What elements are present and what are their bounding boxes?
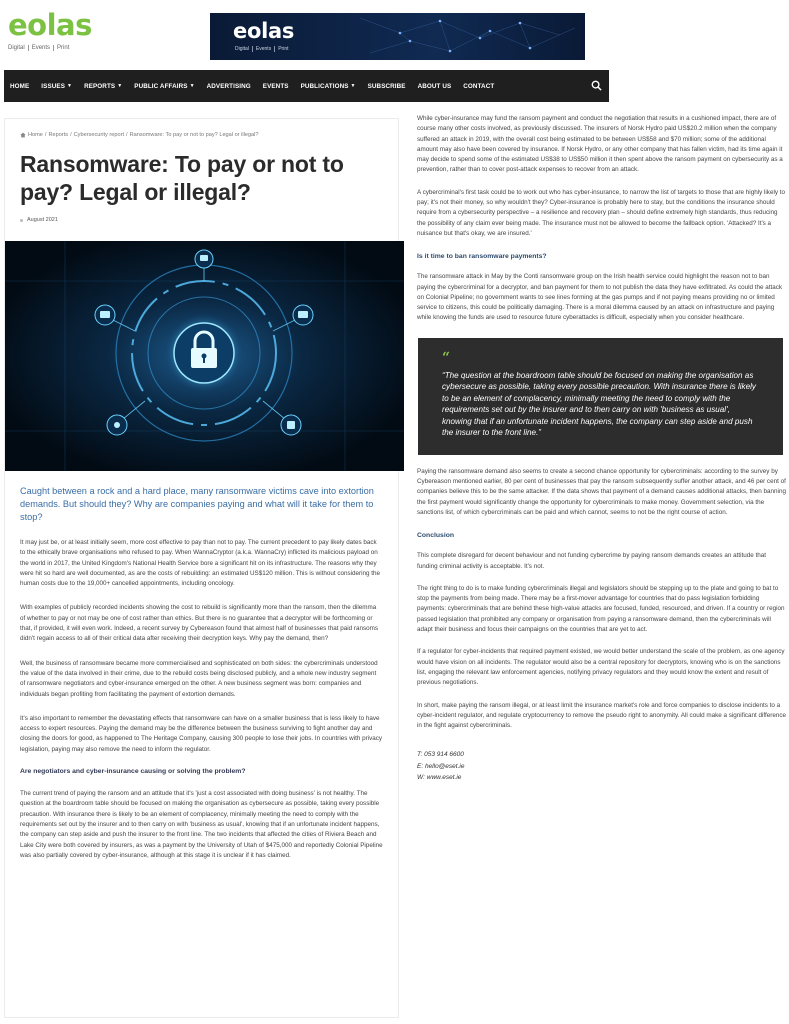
logo-tagline-events: Events <box>32 45 54 51</box>
clock-icon <box>20 219 23 222</box>
nav-events-label: EVENTS <box>262 82 289 90</box>
nav-reports-label: REPORTS <box>84 82 116 90</box>
nav-issues[interactable] <box>41 83 72 90</box>
article-right-column <box>417 114 787 784</box>
nav-home-label: HOME <box>10 82 30 90</box>
breadcrumb-separator: / <box>44 132 47 138</box>
site-logo[interactable] <box>8 10 98 60</box>
article-paragraph: Well, the business of ransomware became more commercialised and sophisticated on both sides: the cybercriminals understood the value of the data involved in their crime, due to the rebuild costs being disclosed publicly, and a whole new industry segment of ransomware negotiators and cyber-insurance emerged on the other. A new business segment was born: companies and individuals began profiting from facilitating the payment of extortion demands. <box>20 659 378 698</box>
article-paragraph: This complete disregard for decent behaviour and not funding cybercrime by paying ransom demands creates an attitude that funding criminal activity is acceptable. It's not. <box>417 552 766 570</box>
article-paragraph: If a regulator for cyber-incidents that required payment existed, we would better understand the scale of the problem, as one agency would have vision on all incidents. The regulator would also be a central repository for decryptors, knowing who is on the sanctions list, engaging the relevant law enforcement agencies, notifying privacy regulators and they would know the extent and result of previous negotiations. <box>417 648 785 687</box>
article-paragraph: The right thing to do is to make funding cybercriminals illegal and legislators should be stepping up to the plate and going to bat to stop the payments from being made. There may be a first-mover advantage for countries that do pass legislation forbidding payments: cybercriminals that are behind these high-value attacks are focused, funded, resourced, and driven. If a country or region passed legislation that prohibited any company or organisation from paying a ransomware demand, then the cybercriminals will adapt their business and focus their campaigns on the countries that are yet to act. <box>417 584 785 634</box>
logo-wordmark: eolas <box>8 8 92 42</box>
main-nav <box>4 70 609 102</box>
chevron-down-icon: ▼ <box>189 83 195 89</box>
nav-advertising[interactable] <box>207 83 251 90</box>
chevron-down-icon: ▼ <box>117 83 123 89</box>
nav-publications-label: PUBLICATIONS <box>300 82 349 90</box>
article-title: Ransomware: To pay or not to pay? Legal or illegal? <box>20 151 344 205</box>
nav-subscribe-label: SUBSCRIBE <box>367 82 406 90</box>
nav-advertising-label: ADVERTISING <box>206 82 251 90</box>
chevron-down-icon: ▼ <box>350 83 356 89</box>
breadcrumb-home[interactable]: Home <box>28 132 43 138</box>
chevron-down-icon: ▼ <box>67 83 73 89</box>
header-banner-ad[interactable] <box>210 13 585 60</box>
nav-publications[interactable] <box>301 83 356 90</box>
banner-tagline-events: Events <box>256 46 275 52</box>
breadcrumb-cybersecurity-report[interactable]: Cybersecurity report <box>73 132 125 138</box>
search-icon[interactable] <box>591 80 602 91</box>
article-paragraph: In short, make paying the ransom illegal, or at least limit the insurance market's role and force companies to disclose incidents to a cyber-incident regulator, and regulate cryptocurrency to remove the pseudo right to anonymity. All could make a significant difference in the fight against cybercriminals. <box>417 701 787 730</box>
article-paragraph: Paying the ransomware demand also seems to create a second chance opportunity for cybercriminals: according to the survey by Cybereason mentioned earlier, 80 per cent of businesses that pay the ransom subsequently suffer another attack, and 46 per cent of companies believe this to be the same attacker. If the data shows that payment of a demand causes additional attacks, then banning the first payment would significantly change the opportunity for cybercriminals to make money. Government selection, via the sanctions list, of which cybercriminals can be paid and which cannot, seems to not be the right course of action. <box>417 467 786 516</box>
logo-tagline <box>8 45 98 51</box>
article-paragraph: It's also important to remember the devastating effects that ransomware can have on a smaller business that is less likely to have access to expert resources. Paying the demand may be the difference between the business surviving to fight another day and closing the doors for good, as happened to The Heritage Company, causing 300 people to lose their jobs. In countries with privacy legislation, paying may also remove the need to inform the regulator. <box>20 714 383 753</box>
nav-about-us[interactable] <box>418 83 452 90</box>
hero-image <box>5 241 404 471</box>
breadcrumb <box>20 132 383 138</box>
banner-wordmark: eolas <box>233 19 295 43</box>
section-heading-negotiators: Are negotiators and cyber-insurance causing or solving the problem? <box>20 768 246 776</box>
contact-phone[interactable]: T: 053 914 6600 <box>417 751 464 759</box>
article-paragraph: While cyber-insurance may fund the ransom payment and conduct the negotiation that results in a cushioned impact, there are of course many other costs involved, as previously discussed. The insurers of Norsk Hydro paid US$20.2 million when the company suffered an attack in 2019, with the overall cost being estimated to be between US$58 and $70 million; some of the additional amount may also have been covered by insurance. If Norsk Hydro, or any other company that has fallen victim, had its time again it may decide to spend some of the estimated US$38 to US$50 million it then spent above the ransom payment on cybersecurity as a prevention, rather than to cover post-attack expenses to recover from an attack. <box>417 115 783 174</box>
nav-public-affairs[interactable] <box>134 83 194 90</box>
pull-quote <box>418 338 783 455</box>
quote-icon: “ <box>442 349 451 366</box>
article-left-column <box>4 118 399 1018</box>
nav-reports[interactable] <box>84 83 122 90</box>
article-paragraph: The ransomware attack in May by the Conti ransomware group on the Irish health service could highlight the reason not to ban paying the cybercriminal for a decryptor, and ban payment for them to not publish the data they have exfiltrated. As could the attack on Colonial Pipeline; no government wants to see lines forming at the gas pumps and if not paying means providing no or limited service to citizens, this could be politically damaging. There is a moral dilemma caused by an attack on infrastructure and paying while knowing the funds are used to resource future cyberattacks is difficult, especially when you consider healthcare. <box>417 273 783 322</box>
banner-tagline-print: Print <box>278 46 289 52</box>
nav-events[interactable] <box>263 83 289 90</box>
banner-tagline-digital: Digital <box>235 46 253 52</box>
padlock-network-illustration <box>5 241 404 471</box>
article-lead: Caught between a rock and a hard place, many ransomware victims cave into extortion demands. But should they? Why are companies paying and what will it take for them to stop? <box>20 486 374 522</box>
home-icon <box>20 132 26 138</box>
banner-tagline <box>235 46 291 52</box>
nav-issues-label: ISSUES <box>41 82 65 90</box>
nav-public-affairs-label: PUBLIC AFFAIRS <box>134 82 188 90</box>
article-paragraph: With examples of publicly recorded incidents showing the cost to rebuild is significantly more than the ransom, then the dilemma of whether to pay or not may be one of cost rather than ethics. But there is no guarantee that a decryptor will be forthcoming or that, if provided, it will even work. Indeed, a recent survey by Cybereason found that almost half of businesses that paid ransoms didn't regain access to all of their critical data after receiving their decryption keys. Why pay the demand, then? <box>20 604 379 643</box>
section-heading-ban-payments: Is it time to ban ransomware payments? <box>417 253 547 261</box>
breadcrumb-separator: / <box>126 132 128 138</box>
nav-home[interactable] <box>10 83 29 90</box>
article-paragraph: The current trend of paying the ransom and an attitude that it's 'just a cost associated with doing business' is not healthy. The question at the boardroom table should be focused on making the organisation as cybersecure as possible, taking every possible precaution. With insurance there is likely to be an element of complacency, minimally meeting the need to comply with the requirements set out by the insurer and to then carry on with 'business as usual', knowing that if an unfortunate incident happens, the company can step aside and push the insurer to the front line. The two incidents that affected the cities of Riviera Beach and Lake City were both covered by insurers, as was a payment by the University of Utah of $475,000 and reportedly Colonial Pipeline was also partially covered by cyber-insurance, although at this stage it is unclear if it has claimed. <box>20 790 383 859</box>
nav-contact-label: CONTACT <box>463 82 495 90</box>
logo-tagline-print: Print <box>57 45 70 51</box>
section-heading-conclusion: Conclusion <box>417 532 455 540</box>
nav-subscribe[interactable] <box>368 83 406 90</box>
breadcrumb-current: Ransomware: To pay or not to pay? Legal or illegal? <box>129 132 259 138</box>
article-paragraph: It may just be, or at least initially seem, more cost effective to pay than not to pay. The current precedent to pay likely dates back to the ethically brave organisations who refused to pay. When WannaCryptor (a.k.a. WannaCry) inflicted its malicious payload on the world in 2017, the United Kingdom's National Health Service bore a significant hit on its infrastructure. The reasons why they were hit so hard are well documented, as are the costs of rebuilding: an estimated US$120 million. This is without considering the human costs due to the 19,000+ cancelled appointments, including oncology. <box>20 539 381 588</box>
article-date <box>20 217 383 223</box>
nav-about-us-label: ABOUT US <box>417 82 452 90</box>
article-date-text: August 2021 <box>27 217 58 223</box>
article-paragraph: A cybercriminal's first task could be to work out who has cyber-insurance, to narrow the list of targets to those that are highly likely to pay; it's not their money, so why wouldn't they? Cyber-insurance is probably here to stay, but the conditions the insurance should require from a cybersecurity perspective – a resilience and recovery plan – should define extremely high standards, thus reducing the possibility of any claim ever being made. The insurance must not be allowed to become the fallback option. 'Attacked? It's a nuisance but that's okay, we are insured.' <box>417 188 785 237</box>
logo-tagline-digital: Digital <box>8 45 29 51</box>
nav-contact[interactable] <box>463 83 494 90</box>
contact-email[interactable]: E: hello@eset.ie <box>417 762 465 770</box>
breadcrumb-separator: / <box>70 132 72 138</box>
contact-details <box>417 749 787 784</box>
contact-website[interactable]: W: www.eset.ie <box>417 774 462 782</box>
pull-quote-text: “The question at the boardroom table should be focused on making the organisation as cybersecure as possible, taking every possible precaution. With insurance there is likely to be an element of complacency, minimally meeting the need to comply with the requirements set out by the insurer and to then carry on with 'business as usual', knowing that if an unfortunate incident happens, the company can step aside and push the insurer to the front line.” <box>442 370 756 438</box>
breadcrumb-reports[interactable]: Reports <box>48 132 69 138</box>
